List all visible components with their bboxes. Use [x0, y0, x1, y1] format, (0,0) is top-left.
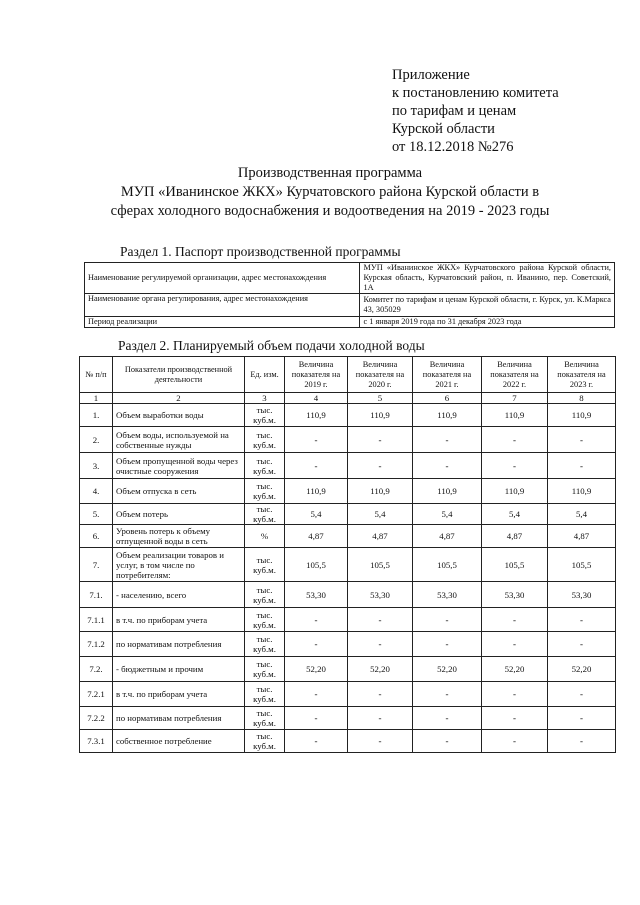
column-header: Величина показателя на 2020 г. — [348, 357, 413, 393]
column-header: Величина показателя на 2022 г. — [482, 357, 548, 393]
row-number: 7.1. — [80, 582, 113, 608]
appendix-line: по тарифам и ценам — [392, 103, 517, 119]
indicator-name: Объем пропущенной воды через очистные сооружения — [113, 453, 245, 479]
row-number: 6. — [80, 525, 113, 548]
value-cell: - — [413, 682, 482, 707]
value-cell: - — [548, 682, 616, 707]
passport-value: с 1 января 2019 года по 31 декабря 2023 года — [360, 317, 615, 328]
value-cell: 4,87 — [413, 525, 482, 548]
value-cell: - — [413, 608, 482, 632]
table-row — [85, 294, 615, 317]
column-number: 8 — [548, 393, 616, 404]
column-number: 4 — [285, 393, 348, 404]
value-cell: 4,87 — [482, 525, 548, 548]
indicator-name: по нормативам потребления — [113, 707, 245, 730]
column-number: 1 — [80, 393, 113, 404]
unit: тыс. куб.м. — [245, 682, 285, 707]
value-cell: 52,20 — [348, 657, 413, 682]
passport-label: Наименование органа регулирования, адрес местонахождения — [85, 294, 360, 317]
column-header: Показатели производственной деятельности — [113, 357, 245, 393]
passport-value: Комитет по тарифам и ценам Курской области, г. Курск, ул. К.Маркса 43, 305029 — [360, 294, 615, 317]
unit: тыс. куб.м. — [245, 657, 285, 682]
indicator-name: в т.ч. по приборам учета — [113, 608, 245, 632]
indicator-name: собственное потребление — [113, 730, 245, 753]
table-row — [80, 479, 616, 504]
table-row — [80, 682, 616, 707]
indicator-name: Уровень потерь к объему отпущенной воды в сеть — [113, 525, 245, 548]
column-header: № п/п — [80, 357, 113, 393]
value-cell: 52,20 — [548, 657, 616, 682]
value-cell: 5,4 — [285, 504, 348, 525]
value-cell: - — [482, 707, 548, 730]
value-cell: - — [413, 427, 482, 453]
title-line: сферах холодного водоснабжения и водоотведения на 2019 - 2023 годы — [110, 203, 550, 219]
unit: тыс. куб.м. — [245, 582, 285, 608]
plan-table — [79, 356, 616, 753]
value-cell: 110,9 — [348, 404, 413, 427]
unit: тыс. куб.м. — [245, 730, 285, 753]
indicator-name: - бюджетным и прочим — [113, 657, 245, 682]
table-row — [80, 427, 616, 453]
unit: тыс. куб.м. — [245, 707, 285, 730]
column-number-row — [80, 393, 616, 404]
value-cell: 110,9 — [482, 404, 548, 427]
title-line: Производственная программа — [237, 165, 423, 181]
section2-title: Раздел 2. Планируемый объем подачи холодной воды — [118, 338, 425, 353]
value-cell: - — [482, 730, 548, 753]
value-cell: 105,5 — [285, 548, 348, 582]
column-number: 5 — [348, 393, 413, 404]
unit: тыс. куб.м. — [245, 427, 285, 453]
table-row — [80, 608, 616, 632]
value-cell: 5,4 — [413, 504, 482, 525]
appendix-line: от 18.12.2018 №276 — [392, 139, 514, 155]
value-cell: - — [548, 707, 616, 730]
value-cell: - — [348, 608, 413, 632]
column-number: 7 — [482, 393, 548, 404]
value-cell: 53,30 — [548, 582, 616, 608]
value-cell: - — [482, 453, 548, 479]
value-cell: - — [482, 427, 548, 453]
title-line: МУП «Иванинское ЖКХ» Курчатовского района Курской области в — [120, 184, 540, 200]
indicator-name: Объем отпуска в сеть — [113, 479, 245, 504]
value-cell: - — [548, 730, 616, 753]
column-header: Ед. изм. — [245, 357, 285, 393]
unit: тыс. куб.м. — [245, 504, 285, 525]
passport-table — [84, 262, 615, 328]
table-row — [80, 632, 616, 657]
value-cell: 53,30 — [482, 582, 548, 608]
value-cell: 105,5 — [413, 548, 482, 582]
indicator-name: Объем выработки воды — [113, 404, 245, 427]
row-number: 7.2.1 — [80, 682, 113, 707]
table-row — [80, 453, 616, 479]
row-number: 1. — [80, 404, 113, 427]
value-cell: 105,5 — [348, 548, 413, 582]
value-cell: 105,5 — [548, 548, 616, 582]
row-number: 4. — [80, 479, 113, 504]
value-cell: - — [413, 453, 482, 479]
value-cell: - — [482, 632, 548, 657]
value-cell: - — [413, 707, 482, 730]
value-cell: 5,4 — [348, 504, 413, 525]
indicator-name: Объем реализации товаров и услуг, в том числе по потребителям: — [113, 548, 245, 582]
table-row — [80, 525, 616, 548]
appendix-line: Курской области — [392, 121, 495, 137]
appendix-block — [392, 66, 559, 156]
unit: тыс. куб.м. — [245, 608, 285, 632]
document-title — [40, 164, 620, 221]
value-cell: - — [348, 730, 413, 753]
table-row — [85, 263, 615, 294]
value-cell: 5,4 — [548, 504, 616, 525]
header-row — [80, 357, 616, 393]
column-number: 6 — [413, 393, 482, 404]
value-cell: - — [348, 682, 413, 707]
value-cell: 5,4 — [482, 504, 548, 525]
value-cell: 110,9 — [548, 479, 616, 504]
value-cell: 110,9 — [413, 404, 482, 427]
value-cell: - — [413, 632, 482, 657]
passport-label: Наименование регулируемой организации, адрес местонахождения — [85, 263, 360, 294]
value-cell: 110,9 — [285, 404, 348, 427]
value-cell: - — [548, 427, 616, 453]
value-cell: - — [285, 730, 348, 753]
unit: тыс. куб.м. — [245, 548, 285, 582]
value-cell: - — [548, 608, 616, 632]
value-cell: 4,87 — [285, 525, 348, 548]
row-number: 7. — [80, 548, 113, 582]
row-number: 2. — [80, 427, 113, 453]
value-cell: - — [285, 608, 348, 632]
table-row — [80, 548, 616, 582]
row-number: 7.1.2 — [80, 632, 113, 657]
unit: тыс. куб.м. — [245, 479, 285, 504]
indicator-name: по нормативам потребления — [113, 632, 245, 657]
unit: тыс. куб.м. — [245, 453, 285, 479]
indicator-name: Объем воды, используемой на собственные нужды — [113, 427, 245, 453]
section1-title: Раздел 1. Паспорт производственной программы — [120, 244, 401, 259]
value-cell: 52,20 — [482, 657, 548, 682]
column-header: Величина показателя на 2019 г. — [285, 357, 348, 393]
value-cell: 4,87 — [348, 525, 413, 548]
unit: тыс. куб.м. — [245, 632, 285, 657]
value-cell: 53,30 — [348, 582, 413, 608]
value-cell: - — [548, 453, 616, 479]
row-number: 7.3.1 — [80, 730, 113, 753]
table-row — [80, 730, 616, 753]
table-row — [85, 317, 615, 328]
value-cell: - — [348, 427, 413, 453]
row-number: 3. — [80, 453, 113, 479]
value-cell: - — [348, 632, 413, 657]
row-number: 5. — [80, 504, 113, 525]
unit: тыс. куб.м. — [245, 404, 285, 427]
value-cell: - — [285, 682, 348, 707]
value-cell: - — [413, 730, 482, 753]
column-number: 3 — [245, 393, 285, 404]
value-cell: - — [285, 453, 348, 479]
value-cell: - — [285, 707, 348, 730]
value-cell: 52,20 — [285, 657, 348, 682]
value-cell: 110,9 — [482, 479, 548, 504]
appendix-line: Приложение — [392, 67, 470, 83]
indicator-name: Объем потерь — [113, 504, 245, 525]
passport-value: МУП «Иванинское ЖКХ» Курчатовского района Курской области, Курская область, Курчатовский район, п. Иванино, пер. Советский, 1А — [360, 263, 615, 294]
value-cell: 105,5 — [482, 548, 548, 582]
value-cell: 4,87 — [548, 525, 616, 548]
value-cell: 52,20 — [413, 657, 482, 682]
value-cell: 53,30 — [413, 582, 482, 608]
value-cell: 53,30 — [285, 582, 348, 608]
value-cell: - — [285, 632, 348, 657]
row-number: 7.2.2 — [80, 707, 113, 730]
value-cell: 110,9 — [348, 479, 413, 504]
column-number: 2 — [113, 393, 245, 404]
indicator-name: в т.ч. по приборам учета — [113, 682, 245, 707]
passport-label: Период реализации — [85, 317, 360, 328]
table-row — [80, 504, 616, 525]
value-cell: - — [285, 427, 348, 453]
value-cell: 110,9 — [413, 479, 482, 504]
value-cell: - — [348, 453, 413, 479]
column-header: Величина показателя на 2021 г. — [413, 357, 482, 393]
value-cell: 110,9 — [285, 479, 348, 504]
value-cell: 110,9 — [548, 404, 616, 427]
indicator-name: - населению, всего — [113, 582, 245, 608]
row-number: 7.2. — [80, 657, 113, 682]
row-number: 7.1.1 — [80, 608, 113, 632]
table-row — [80, 404, 616, 427]
value-cell: - — [482, 682, 548, 707]
value-cell: - — [348, 707, 413, 730]
table-row — [80, 657, 616, 682]
table-row — [80, 707, 616, 730]
column-header: Величина показателя на 2023 г. — [548, 357, 616, 393]
appendix-line: к постановлению комитета — [392, 85, 559, 101]
unit: % — [245, 525, 285, 548]
table-row — [80, 582, 616, 608]
value-cell: - — [548, 632, 616, 657]
value-cell: - — [482, 608, 548, 632]
